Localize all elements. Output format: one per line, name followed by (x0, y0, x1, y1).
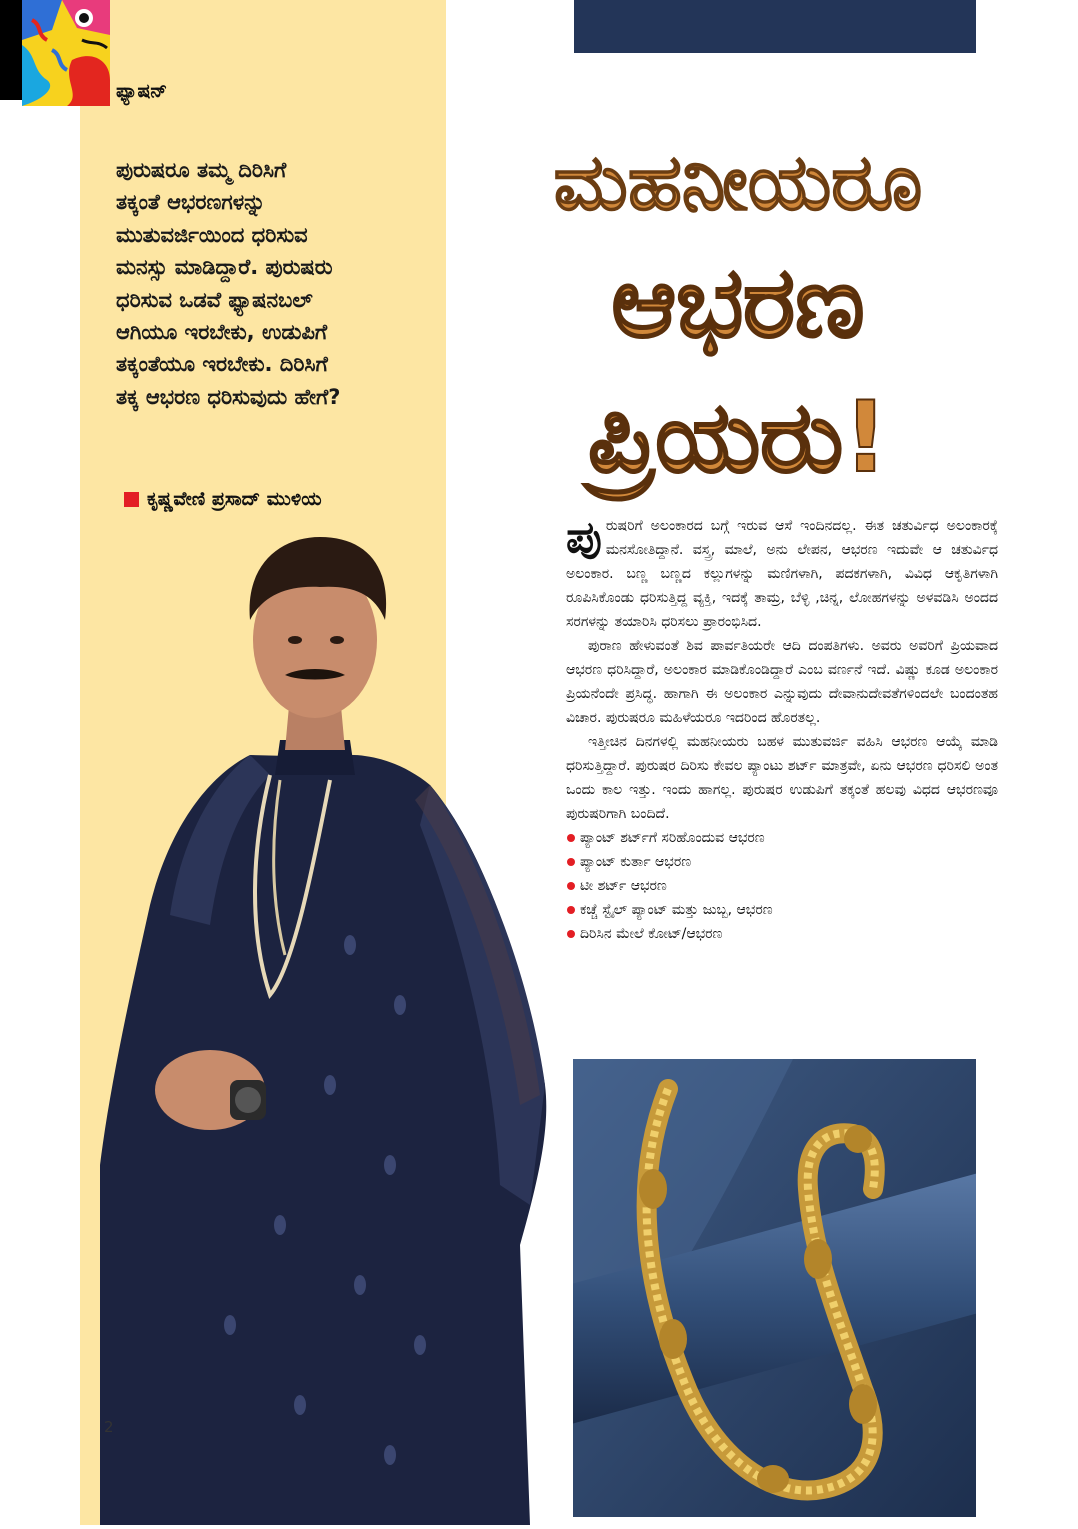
author-name: ಕೃಷ್ಣವೇಣಿ ಪ್ರಸಾದ್ ಮುಳಿಯ (147, 488, 322, 510)
top-navy-bar (574, 0, 976, 53)
list-item: ಟೀ ಶರ್ಟ್ ಆಭರಣ (566, 874, 998, 898)
article-paragraph-1-text: ರುಷರಿಗೆ ಅಲಂಕಾರದ ಬಗ್ಗೆ ಇರುವ ಆಸೆ ಇಂದಿನದಲ್ಲ. ಈತ ಚತುರ್ವಿಧ ಅಲಂಕಾರಕ್ಕೆ ಮನಸೋತಿದ್ದಾನೆ. ವಸ್ತ್ರ, ಮಾಲೆ, ಅನು ಲೇಪನ, ಆಭರಣ ಇದುವೇ ಆ ಚತುರ್ವಿಧ ಅಲಂಕಾರ. ಬಣ್ಣ ಬಣ್ಣದ ಕಲ್ಲುಗಳನ್ನು ಮಣಿಗಳಾಗಿ, ಪದಕಗಳಾಗಿ, ವಿವಿಧ ಆಕೃತಿಗಳಾಗಿ ರೂಪಿಸಿಕೊಂಡು ಧರಿಸುತ್ತಿದ್ದ ವ್ಯಕ್ತಿ, ಇದಕ್ಕೆ ತಾಮ್ರ, ಬೆಳ್ಳಿ ,ಚಿನ್ನ, ಲೋಹಗಳನ್ನು ಅಳವಡಿಸಿ ಅಂದದ ಸರಗಳನ್ನು ತಯಾರಿಸಿ ಧರಿಸಲು ಪ್ರಾರಂಭಿಸಿದ. (566, 518, 998, 630)
headline-line-1: ಮಹನೀಯರೂ (553, 138, 923, 228)
list-item: ಕಚ್ಚೆ ಸ್ಟೈಲ್ ಪ್ಯಾಂಟ್ ಮತ್ತು ಜುಬ್ಬ, ಆಭರಣ (566, 898, 998, 922)
red-square-icon (124, 492, 139, 507)
page-number: 2 (104, 1418, 114, 1436)
fashion-section-logo (22, 0, 110, 106)
jewelry-type-list (566, 826, 998, 946)
gold-chain-photo (573, 1059, 976, 1517)
article-paragraph-1 (566, 514, 998, 634)
headline-line-3: ಪ್ರಿಯರು! (588, 381, 888, 495)
drop-cap: ಪು (566, 512, 602, 563)
section-label: ಫ್ಯಾಷನ್ (116, 80, 168, 102)
byline (124, 488, 322, 510)
article-paragraph-3: ಇತ್ತೀಚಿನ ದಿನಗಳಲ್ಲಿ ಮಹನೀಯರು ಬಹಳ ಮುತುವರ್ಜಿ ವಹಿಸಿ ಆಭರಣ ಆಯ್ಕೆ ಮಾಡಿ ಧರಿಸುತ್ತಿದ್ದಾರೆ. ಪುರುಷರ ದಿರಿಸು ಕೇವಲ ಪ್ಯಾಂಟು ಶರ್ಟ್ ಮಾತ್ರವೇ, ಏನು ಆಭರಣ ಧರಿಸಲಿ ಅಂತ ಒಂದು ಕಾಲ ಇತ್ತು. ಇಂದು ಹಾಗಲ್ಲ. ಪುರುಷರ ಉಡುಪಿಗೆ ತಕ್ಕಂತೆ ಹಲವು ವಿಧದ ಆಭರಣವೂ ಪುರುಷರಿಗಾಗಿ ಬಂದಿದೆ. (566, 734, 998, 822)
man-portrait-photo (100, 525, 560, 1525)
intro-text: ಪುರುಷರೂ ತಮ್ಮ ದಿರಿಸಿಗೆ ತಕ್ಕಂತೆ ಆಭರಣಗಳನ್ನು ಮುತುವರ್ಜಿಯಿಂದ ಧರಿಸುವ ಮನಸ್ಸು ಮಾಡಿದ್ದಾರೆ. ಪುರುಷರು ಧರಿಸುವ ಒಡವೆ ಫ್ಯಾಷನಬಲ್ ಆಗಿಯೂ ಇರಬೇಕು, ಉಡುಪಿಗೆ ತಕ್ಕಂತೆಯೂ ಇರಬೇಕು. ದಿರಿಸಿಗೆ ತಕ್ಕ ಆಭರಣ ಧರಿಸುವುದು ಹೇಗೆ? (116, 158, 341, 409)
list-item: ದಿರಿಸಿನ ಮೇಲೆ ಕೋಟ್/ಆಭರಣ (566, 922, 998, 946)
left-black-strip (0, 0, 22, 100)
headline (478, 128, 998, 508)
intro-blurb (116, 154, 416, 413)
list-item: ಪ್ಯಾಂಟ್ ಶರ್ಟ್‌ಗೆ ಸರಿಹೊಂದುವ ಆಭರಣ (566, 826, 998, 850)
list-item: ಪ್ಯಾಂಟ್ ಕುರ್ತಾ ಆಭರಣ (566, 850, 998, 874)
article-body (566, 514, 998, 946)
article-paragraph-2: ಪುರಾಣ ಹೇಳುವಂತೆ ಶಿವ ಪಾರ್ವತಿಯರೇ ಆದಿ ದಂಪತಿಗಳು. ಅವರು ಅವರಿಗೆ ಪ್ರಿಯವಾದ ಆಭರಣ ಧರಿಸಿದ್ದಾರೆ, ಅಲಂಕಾರ ಮಾಡಿಕೊಂಡಿದ್ದಾರೆ ಎಂಬ ವರ್ಣನೆ ಇದೆ. ವಿಷ್ಣು ಕೂಡ ಅಲಂಕಾರ ಪ್ರಿಯನೆಂದೇ ಪ್ರಸಿದ್ಧ. ಹಾಗಾಗಿ ಈ ಅಲಂಕಾರ ಎನ್ನುವುದು ದೇವಾನುದೇವತೆಗಳಿಂದಲೇ ಬಂದಂತಹ ವಿಚಾರ. ಪುರುಷರೂ ಮಹಿಳೆಯರೂ ಇದರಿಂದ ಹೊರತಲ್ಲ. (566, 638, 998, 726)
headline-line-2: ಆಭರಣ (611, 246, 865, 360)
